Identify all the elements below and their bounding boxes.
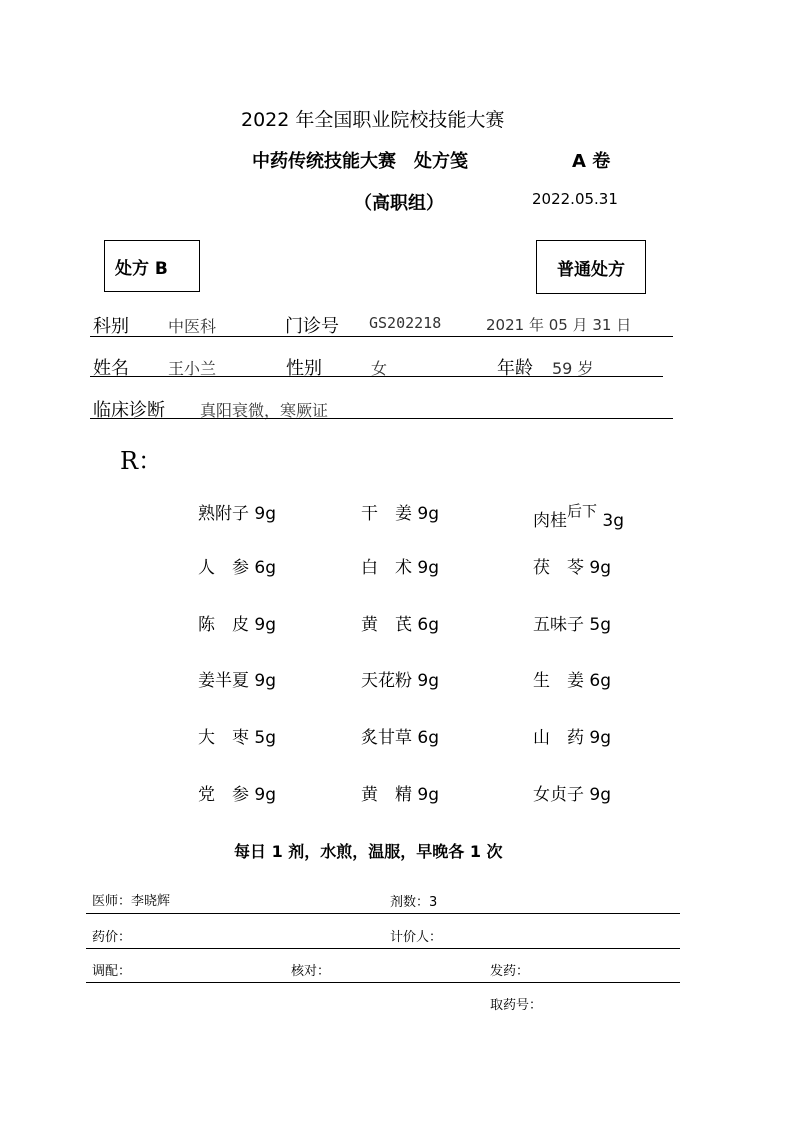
herb-dose: 6g [417,615,440,635]
diagnosis-value: 真阳衰微，寒厥证 [200,401,329,420]
herb-name: 黄 精 [361,785,412,805]
contest-title: 2022 年全国职业院校技能大赛 [241,109,505,131]
paper-version: A 卷 [572,151,611,172]
price-field: 药价： [92,930,132,945]
sex-value: 女 [371,359,388,378]
herb-name: 姜半夏 [198,671,249,691]
herb-name: 女贞子 [533,785,584,805]
prescription-code-box [104,240,200,292]
herb-dose: 9g [589,785,612,805]
divider-line [86,982,680,983]
herb-dose: 5g [254,728,277,748]
herb-item [198,499,276,524]
prescription-form-title: 中药传统技能大赛 处方笺 [252,151,468,172]
herb-item [198,553,276,578]
herb-item [361,780,439,805]
department-label: 科别 [93,316,129,337]
age-value: 59 岁 [552,359,594,378]
herb-item [198,666,276,691]
pricer-field: 计价人： [390,930,443,945]
herb-item [533,610,611,635]
herb-note: 后下 [567,502,598,520]
prescription-code: 处方 B [115,258,168,279]
usage-instructions: 每日 1 剂，水煎，温服，早晚各 1 次 [234,842,503,861]
herb-name: 干 姜 [361,504,412,524]
prescription-type-box [536,240,646,294]
herb-dose: 5g [589,615,612,635]
dose-count-field: 剂数：3 [390,895,438,910]
doctor-text: 医师：李晓辉 [92,894,171,909]
herb-item [361,666,439,691]
herb-name: 天花粉 [361,671,412,691]
age-label: 年龄 [497,358,533,379]
herb-item [361,723,439,748]
herb-name: 茯 苓 [533,558,584,578]
herb-item [361,610,439,635]
doctor-field [92,890,170,909]
dispense-field: 调配： [92,964,132,979]
herb-name: 白 术 [361,558,412,578]
clinic-number-value: GS202218 [369,314,442,332]
herb-dose: 9g [589,728,612,748]
herb-item [198,780,276,805]
herb-dose: 6g [417,728,440,748]
patient-name-value: 王小兰 [168,359,217,378]
department-value: 中医科 [168,317,217,336]
herb-item [198,723,276,748]
herb-dose: 9g [254,615,277,635]
pickup-number-field: 取药号： [490,998,543,1013]
herb-item [198,610,276,635]
herb-name: 肉桂 [533,511,567,531]
herb-item [533,723,611,748]
herb-item [361,499,439,524]
visit-date: 2021 年 05 月 31 日 [486,316,632,334]
herb-name: 熟附子 [198,504,249,524]
issue-field: 发药： [490,964,530,979]
herb-dose: 9g [417,558,440,578]
divider-line [86,913,680,914]
herb-dose: 3g [602,511,625,531]
herb-name: 生 姜 [533,671,584,691]
herb-name: 五味子 [533,615,584,635]
herb-name: 黄 芪 [361,615,412,635]
diagnosis-label: 临床诊断 [93,400,165,421]
herb-dose: 9g [254,504,277,524]
herb-name: 大 枣 [198,728,249,748]
herb-name: 炙甘草 [361,728,412,748]
herb-name: 山 药 [533,728,584,748]
herb-name: 人 参 [198,558,249,578]
group-label: （高职组） [354,193,444,214]
herb-item [533,500,624,531]
herb-dose: 6g [589,671,612,691]
prescription-type: 普通处方 [557,259,625,280]
exam-date: 2022.05.31 [532,190,618,208]
divider-line [90,376,663,377]
herb-name: 党 参 [198,785,249,805]
herb-item [533,666,611,691]
herb-name: 陈 皮 [198,615,249,635]
divider-line [90,336,673,337]
clinic-number-label: 门诊号 [285,316,339,337]
herb-item [533,553,611,578]
rx-symbol: R： [120,447,163,475]
divider-line [90,418,673,419]
herb-item [361,553,439,578]
divider-line [86,948,680,949]
herb-dose: 9g [417,504,440,524]
sex-label: 性别 [286,358,322,379]
herb-dose: 9g [589,558,612,578]
herb-dose: 9g [417,785,440,805]
herb-dose: 9g [254,785,277,805]
check-field: 核对： [291,964,331,979]
herb-dose: 6g [254,558,277,578]
herb-item [533,780,611,805]
patient-name-label: 姓名 [93,358,129,379]
herb-dose: 9g [254,671,277,691]
herb-dose: 9g [417,671,440,691]
